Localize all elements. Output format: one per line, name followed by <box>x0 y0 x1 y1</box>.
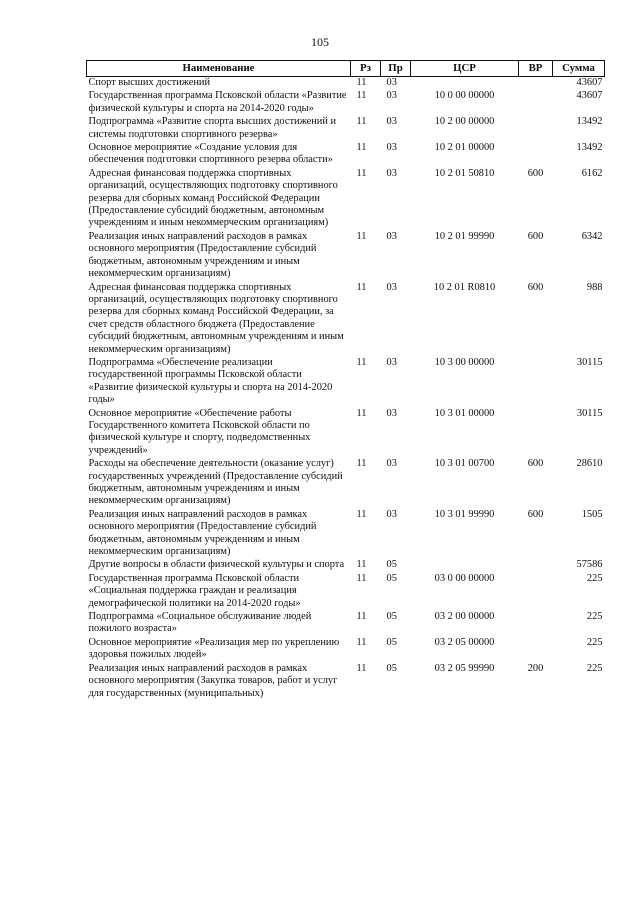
table-row <box>87 637 605 663</box>
cell-sum: 225 <box>586 636 603 648</box>
table-header-row <box>87 61 605 77</box>
cell-name: Основное мероприятие «Реализация мер по укреплению здоровья пожилых людей» <box>88 636 340 661</box>
cell-sum: 225 <box>586 662 603 674</box>
cell-pr: 05 <box>386 662 397 674</box>
cell-name: Реализация иных направлений расходов в рамках основного мероприятия (Предоставление субсидий бюджетным, автономным учреждениям и иным некоммерческим организациям) <box>88 230 317 280</box>
cell-vr <box>519 90 553 116</box>
cell-sum: 225 <box>586 572 603 584</box>
cell-sum: 30115 <box>576 407 603 419</box>
cell-rz: 11 <box>356 281 367 293</box>
cell-csr: 10 2 01 00000 <box>434 142 495 154</box>
table-row <box>87 509 605 560</box>
table-row <box>87 611 605 637</box>
table-row <box>87 142 605 168</box>
cell-rz: 11 <box>356 572 367 584</box>
cell-csr: 03 2 00 00000 <box>434 611 495 623</box>
cell-pr: 03 <box>386 142 397 154</box>
budget-table <box>86 60 605 701</box>
table-row <box>87 573 605 611</box>
page-number: 105 <box>311 35 329 49</box>
table-row <box>87 559 605 572</box>
cell-vr <box>519 142 553 168</box>
cell-sum: 13492 <box>576 142 603 154</box>
cell-name: Адресная финансовая поддержка спортивных организаций, осуществляющих подготовку спортивного резерва для сборных команд Российской Федерации (Предоставление субсидий бюджетным, автономным учреждениям и иным некоммерческим организациям) <box>88 167 338 229</box>
cell-rz: 11 <box>356 90 367 102</box>
cell-sum: 6342 <box>581 230 603 242</box>
cell-pr: 03 <box>386 458 397 470</box>
cell-csr: 10 2 00 00000 <box>434 116 495 128</box>
cell-csr: 10 2 01 99990 <box>434 230 495 242</box>
cell-sum: 43607 <box>576 90 603 102</box>
cell-csr: 03 2 05 00000 <box>434 636 495 648</box>
cell-sum: 1505 <box>581 508 603 520</box>
cell-csr: 10 2 01 50810 <box>434 167 495 179</box>
cell-vr: 600 <box>527 281 544 293</box>
cell-pr: 03 <box>386 167 397 179</box>
header-vr: ВР <box>519 61 553 77</box>
cell-csr: 10 2 01 R0810 <box>433 281 496 293</box>
cell-rz: 11 <box>356 356 367 368</box>
cell-pr: 05 <box>386 611 397 623</box>
cell-name: Спорт высших достижений <box>88 77 211 88</box>
cell-name: Государственная программа Псковской области «Социальная поддержка граждан и реализация демографической политики на 2014-2020 годы» <box>88 572 301 609</box>
cell-rz: 11 <box>356 116 367 128</box>
cell-vr <box>519 116 553 142</box>
cell-name: Государственная программа Псковской области «Развитие физической культуры и спорта на 2014-2020 годы» <box>88 90 347 114</box>
cell-rz: 11 <box>356 407 367 419</box>
cell-pr: 03 <box>386 407 397 419</box>
cell-name: Другие вопросы в области физической культуры и спорта <box>88 559 345 571</box>
cell-sum: 30115 <box>576 356 603 368</box>
cell-rz: 11 <box>356 458 367 470</box>
cell-csr: 10 3 01 00000 <box>434 407 495 419</box>
cell-pr: 05 <box>386 636 397 648</box>
cell-rz: 11 <box>356 230 367 242</box>
cell-vr: 600 <box>527 508 544 520</box>
cell-csr: 10 3 01 99990 <box>434 508 495 520</box>
table-row <box>87 90 605 116</box>
cell-csr <box>411 559 519 572</box>
cell-csr: 03 0 00 00000 <box>434 572 495 584</box>
cell-name: Реализация иных направлений расходов в рамках основного мероприятия (Закупка товаров, работ и услуг для государственных (муниципальных) <box>88 662 338 699</box>
cell-rz: 11 <box>356 77 367 88</box>
cell-vr <box>519 573 553 611</box>
table-row <box>87 408 605 459</box>
cell-name: Реализация иных направлений расходов в рамках основного мероприятия (Предоставление субсидий бюджетным, автономным учреждениям и иным некоммерческим организациям) <box>88 508 317 558</box>
cell-vr <box>519 77 553 91</box>
table-row <box>87 663 605 701</box>
cell-pr: 05 <box>386 572 397 584</box>
cell-name: Подпрограмма «Обеспечение реализации государственной программы Псковской области «Развитие физической культуры и спорта на 2014-2020 годы» <box>88 356 333 406</box>
header-csr: ЦСР <box>411 61 519 77</box>
cell-csr: 03 2 05 99990 <box>434 662 495 674</box>
cell-rz: 11 <box>356 636 367 648</box>
cell-rz: 11 <box>356 662 367 674</box>
cell-name: Основное мероприятие «Создание условия для обеспечения подготовки спортивного резерва области» <box>88 142 333 166</box>
cell-sum: 13492 <box>576 116 603 128</box>
cell-sum: 988 <box>586 281 603 293</box>
cell-csr: 10 0 00 00000 <box>434 90 495 102</box>
cell-name: Основное мероприятие «Обеспечение работы Государственного комитета Псковской области по физической культуре и спорту, подведомственных учреждений» <box>88 407 311 456</box>
cell-sum: 28610 <box>576 458 603 470</box>
cell-vr <box>519 611 553 637</box>
cell-rz: 11 <box>356 559 367 571</box>
cell-csr: 10 3 01 00700 <box>434 458 495 470</box>
cell-vr <box>519 637 553 663</box>
cell-pr: 03 <box>386 281 397 293</box>
cell-vr <box>519 357 553 408</box>
header-rz: Рз <box>351 61 381 77</box>
cell-sum: 43607 <box>576 77 603 88</box>
table-row <box>87 282 605 357</box>
cell-vr <box>519 559 553 572</box>
cell-csr: 10 3 00 00000 <box>434 356 495 368</box>
table-row <box>87 357 605 408</box>
table-row <box>87 458 605 509</box>
cell-pr: 03 <box>386 116 397 128</box>
cell-pr: 05 <box>386 559 397 571</box>
cell-csr <box>411 77 519 91</box>
cell-vr: 600 <box>527 230 544 242</box>
cell-rz: 11 <box>356 167 367 179</box>
cell-pr: 03 <box>386 508 397 520</box>
cell-pr: 03 <box>386 230 397 242</box>
cell-rz: 11 <box>356 142 367 154</box>
cell-rz: 11 <box>356 611 367 623</box>
header-pr: Пр <box>381 61 411 77</box>
table-body <box>87 77 605 701</box>
cell-sum: 57586 <box>576 559 603 571</box>
cell-pr: 03 <box>386 77 397 88</box>
cell-vr: 200 <box>527 662 544 674</box>
table-row <box>87 116 605 142</box>
cell-vr: 600 <box>527 458 544 470</box>
cell-pr: 03 <box>386 356 397 368</box>
cell-name: Адресная финансовая поддержка спортивных организаций, осуществляющих подготовку спортивного резерва для сборных команд Российской Федерации, за счет средств областного бюджета (Предоставление субсидий бюджетным, автономным учреждениям и иным некоммерческим организациям) <box>88 281 344 355</box>
cell-rz: 11 <box>356 508 367 520</box>
cell-vr: 600 <box>527 167 544 179</box>
cell-name: Подпрограмма «Развитие спорта высших достижений и системы подготовки спортивного резерва» <box>88 116 337 140</box>
cell-sum: 225 <box>586 611 603 623</box>
table-row <box>87 77 605 91</box>
cell-name: Расходы на обеспечение деятельности (оказание услуг) государственных учреждений (Предоставление субсидий бюджетным, автономным учреждениям и иным некоммерческим организациям) <box>88 458 343 507</box>
table-row <box>87 231 605 282</box>
header-sum: Сумма <box>553 61 605 77</box>
cell-pr: 03 <box>386 90 397 102</box>
cell-sum: 6162 <box>581 167 603 179</box>
header-name: Наименование <box>87 61 351 77</box>
table-row <box>87 168 605 231</box>
cell-name: Подпрограмма «Социальное обслуживание людей пожилого возраста» <box>88 611 312 635</box>
cell-vr <box>519 408 553 459</box>
